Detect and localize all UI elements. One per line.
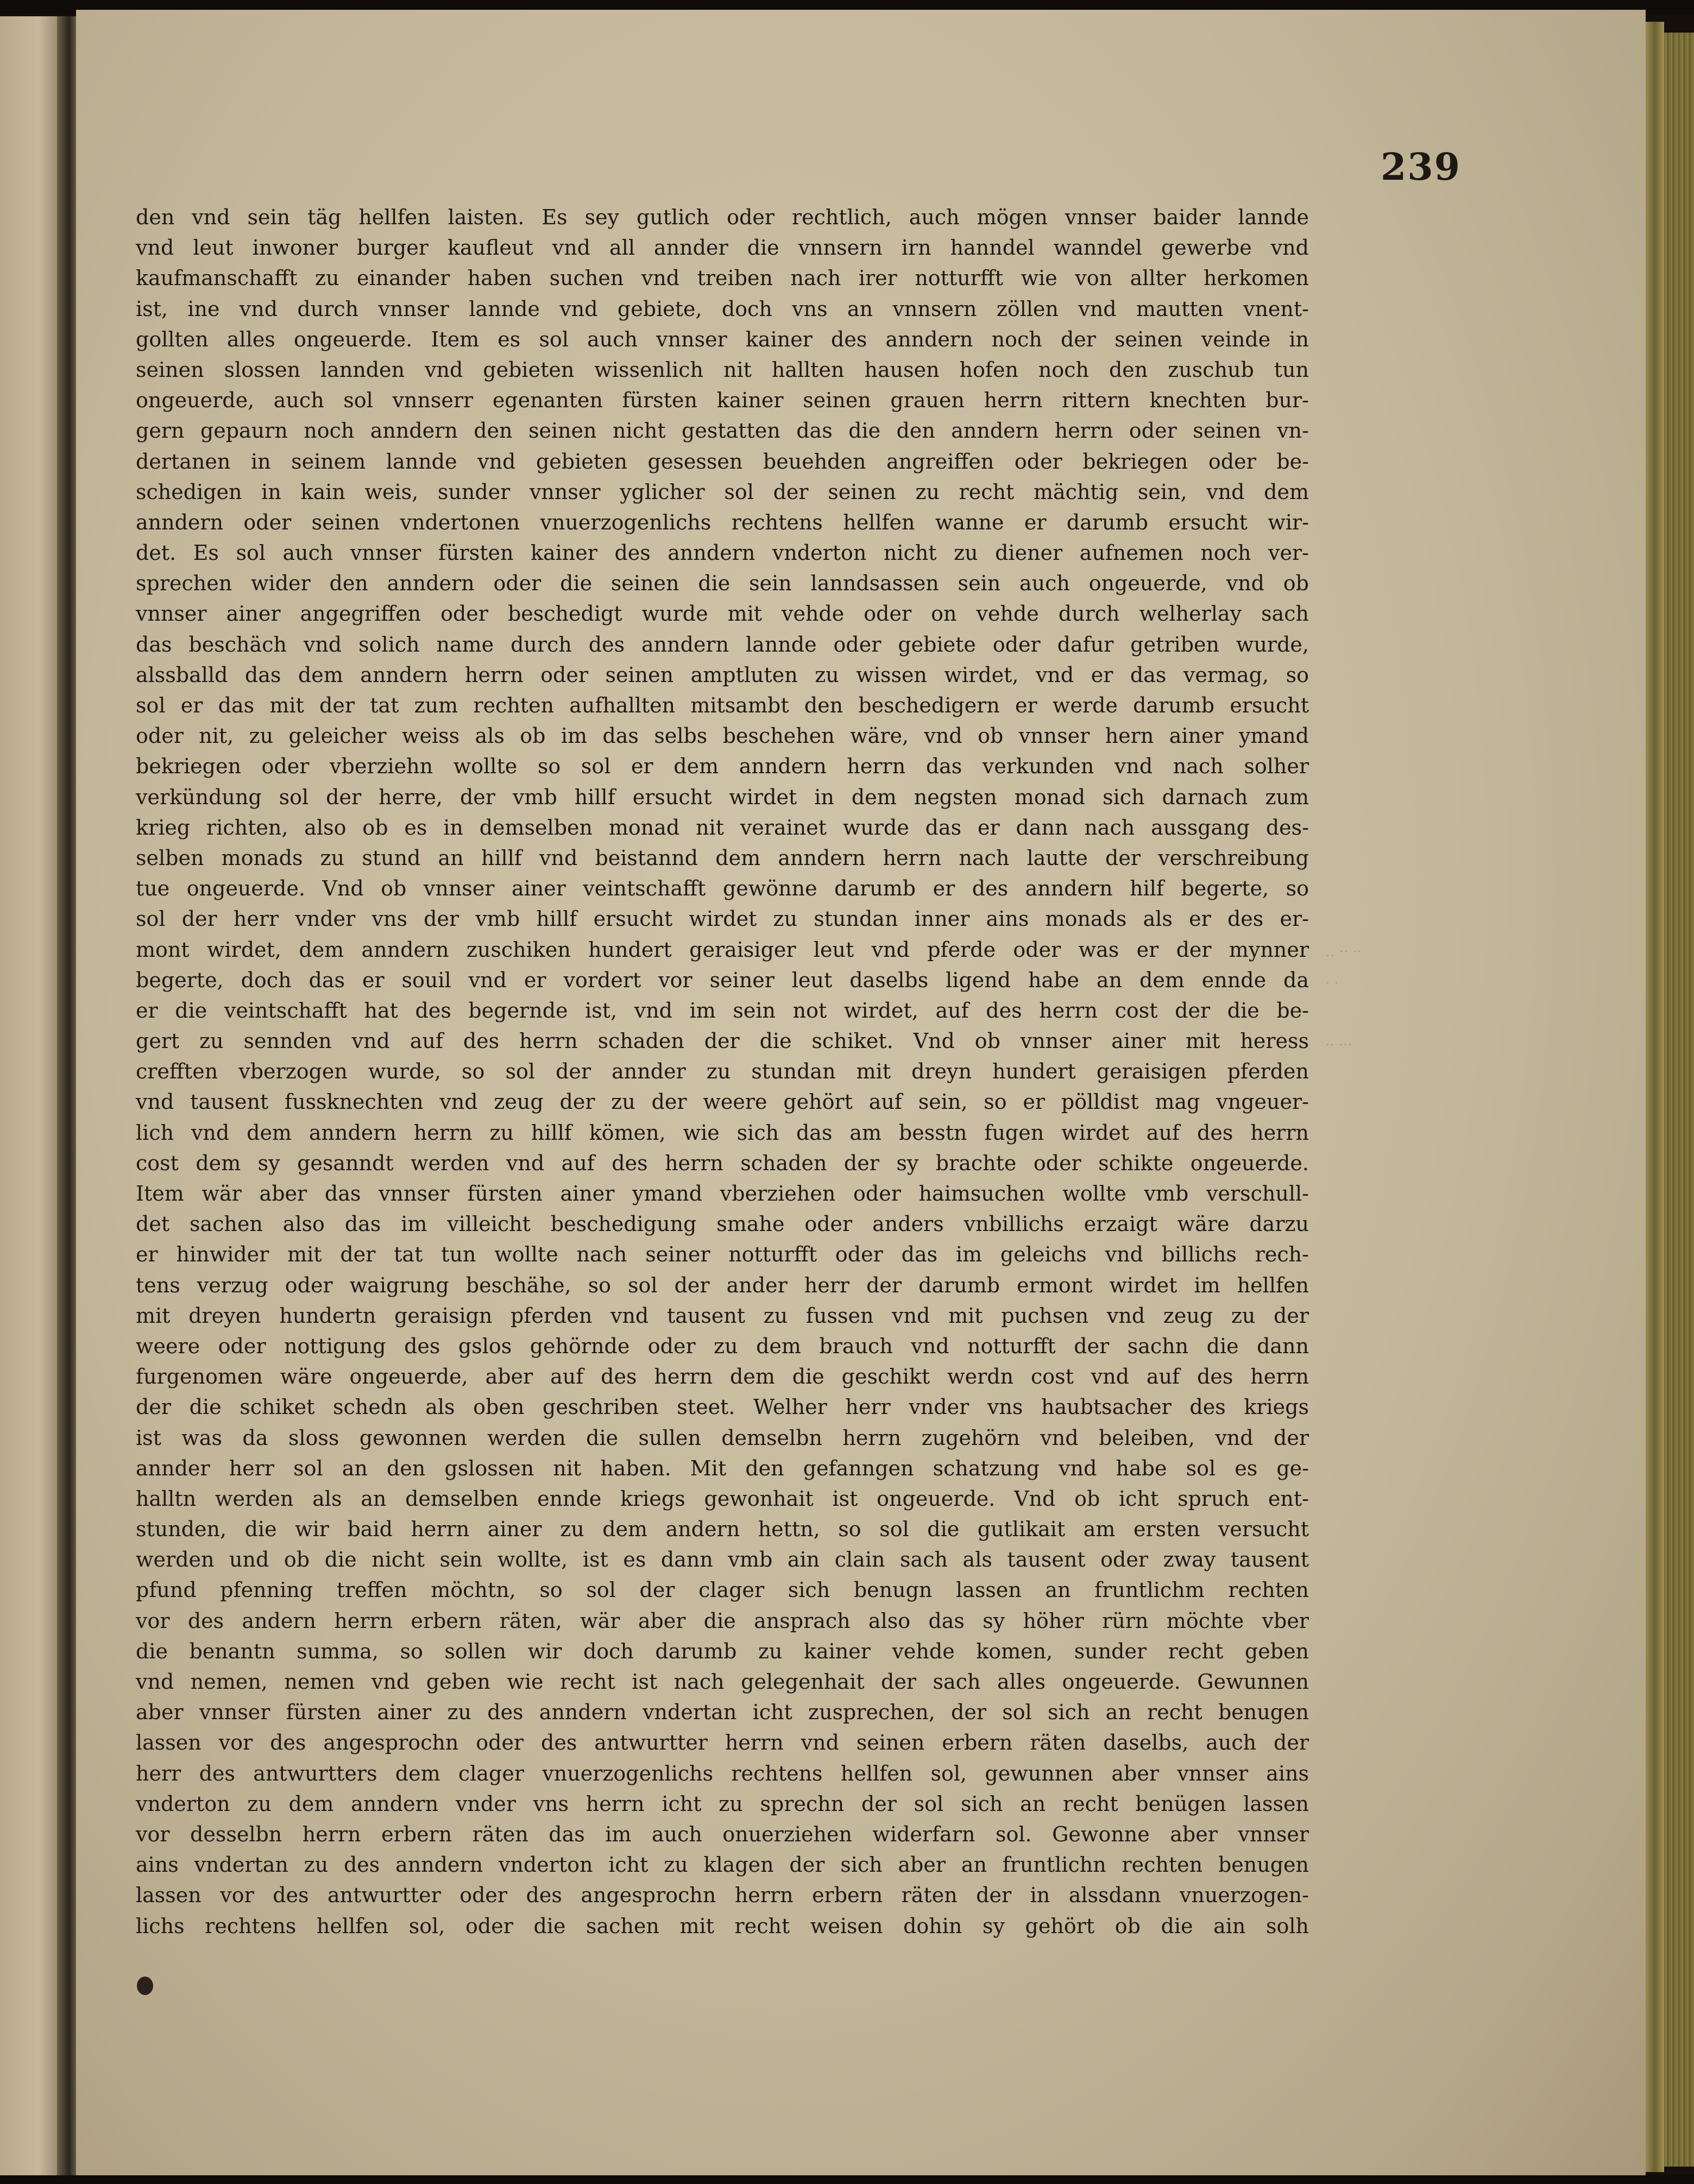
text-line: ongeuerde, auch sol vnnserr egenanten fürsten kainer seinen grauen herrn rittern knechten bur- — [136, 388, 1309, 413]
text-line: ains vndertan zu des anndern vnderton icht zu klagen der sich aber an fruntlichn rechten benugen — [136, 1853, 1309, 1877]
body-text — [136, 202, 1309, 1941]
text-line: vnnser ainer angegriffen oder beschedigt wurde mit vehde oder on vehde durch welherlay sach — [136, 602, 1309, 626]
text-line: seinen slossen lannden vnd gebieten wissenlich nit hallten hausen hofen noch den zuschub tun — [136, 357, 1309, 382]
text-line: Item wär aber das vnnser fürsten ainer ymand vberziehen oder haimsuchen wollte vmb verschull- — [136, 1182, 1309, 1205]
gilt-fore-edge — [1664, 33, 1694, 2167]
previous-page-edge — [0, 16, 64, 2177]
text-line: gollten alles ongeuerde. Item es sol auch vnnser kainer des anndern noch der seinen veinde in — [136, 327, 1309, 351]
book-gutter — [57, 16, 79, 2177]
text-line: pfund pfenning treffen möchtn, so sol der clager sich benugn lassen an fruntlichm rechten — [136, 1578, 1309, 1602]
text-line: lich vnd dem anndern herrn zu hillf kömen, wie sich das am besstn fugen wirdet auf des herrn — [136, 1120, 1309, 1145]
text-line: vnd nemen, nemen vnd geben wie recht ist nach gelegenhait der sach alles ongeuerde. Gewunnen — [136, 1670, 1309, 1694]
scan-bottom-border — [0, 2175, 1694, 2184]
text-line: herr des antwurtters dem clager vnuerzogenlichs rechtens hellfen sol, gewunnen aber vnnser ains — [136, 1761, 1309, 1785]
text-line: kaufmanschafft zu einander haben suchen vnd treiben nach irer notturfft wie von allter herkomen — [136, 266, 1309, 291]
text-line: vnd leut inwoner burger kaufleut vnd all annder die vnnsern irn hanndel wanndel gewerbe vnd — [136, 236, 1309, 260]
page-stack-edge — [1646, 22, 1664, 2172]
text-line: sol er das mit der tat zum rechten aufhallten mitsambt den beschedigern er werde darumb ersucht — [136, 693, 1309, 717]
text-line: det. Es sol auch vnnser fürsten kainer des anndern vnderton nicht zu diener aufnemen noch ver- — [136, 541, 1309, 565]
text-line: mont wirdet, dem anndern zuschiken hundert geraisiger leut vnd pferde oder was er der mynner — [136, 937, 1309, 962]
text-line: ist was da sloss gewonnen werden die sullen demselbn herrn zugehörn vnd beleiben, vnd der — [136, 1425, 1309, 1450]
text-line: vor desselbn herrn erbern räten das im auch onuerziehen widerfarn sol. Gewonne aber vnnser — [136, 1822, 1309, 1846]
ink-stain — [137, 1977, 153, 1995]
text-line: weere oder nottigung des gslos gehörnde oder zu dem brauch vnd notturfft der sachn die dann — [136, 1334, 1309, 1358]
text-line: lichs rechtens hellfen sol, oder die sachen mit recht weisen dohin sy gehört ob die ain solh — [136, 1914, 1309, 1938]
text-line: gern gepaurn noch anndern den seinen nicht gestatten das die den anndern herrn oder seinen vn- — [136, 419, 1309, 443]
text-line: anndern oder seinen vndertonen vnuerzogenlichs rechtens hellfen wanne er darumb ersucht wir- — [136, 510, 1309, 534]
text-line: krieg richten, also ob es in demselben monad nit verainet wurde das er dann nach aussgang des- — [136, 815, 1309, 839]
text-line: tens verzug oder waigrung beschähe, so sol der ander herr der darumb ermont wirdet im hellfen — [136, 1273, 1309, 1297]
text-line: selben monads zu stund an hillf vnd beistannd dem anndern herrn nach lautte der verschreibung — [136, 845, 1309, 870]
text-line: tue ongeuerde. Vnd ob vnnser ainer veintschafft gewönne darumb er des anndern hilf begerte, so — [136, 876, 1309, 901]
text-line: mit dreyen hundertn geraisign pferden vnd tausent zu fussen vnd mit puchsen vnd zeug zu der — [136, 1303, 1309, 1328]
text-line: verkündung sol der herre, der vmb hillf ersucht wirdet in dem negsten monad sich darnach zum — [136, 785, 1309, 809]
text-line: begerte, doch das er souil vnd er vordert vor seiner leut daselbs ligend habe an dem ennde da — [136, 968, 1309, 992]
text-line: er die veintschafft hat des begernde ist, vnd im sein not wirdet, auf des herrn cost der die be- — [136, 998, 1309, 1022]
text-line: gert zu sennden vnd auf des herrn schaden der die schiket. Vnd ob vnnser ainer mit heress — [136, 1029, 1309, 1053]
bleed-through-mark: · · — [1325, 975, 1339, 992]
text-line: der die schiket schedn als oben geschriben steet. Welher herr vnder vns haubtsacher des kriegs — [136, 1395, 1309, 1419]
text-line: das beschäch vnd solich name durch des anndern lannde oder gebiete oder dafur getriben wurde, — [136, 632, 1309, 657]
text-line: aber vnnser fürsten ainer zu des anndern vndertan icht zusprechen, der sol sich an recht benugen — [136, 1700, 1309, 1725]
text-line: lassen vor des angesprochn oder des antwurtter herrn vnd seinen erbern räten daselbs, auch der — [136, 1731, 1309, 1755]
text-line: vnderton zu dem anndern vnder vns herrn icht zu sprechn der sol sich an recht benügen lassen — [136, 1791, 1309, 1816]
page-number: 239 — [1381, 146, 1461, 189]
text-line: ist, ine vnd durch vnnser lannde vnd gebiete, doch vns an vnnsern zöllen vnd mautten vnent- — [136, 296, 1309, 321]
text-line: dertanen in seinem lannde vnd gebieten gesessen beuehden angreiffen oder bekriegen oder be- — [136, 449, 1309, 474]
text-line: crefften vberzogen wurde, so sol der annder zu stundan mit dreyn hundert geraisigen pferden — [136, 1059, 1309, 1084]
text-line: vor des andern herrn erbern räten, wär aber die ansprach also das sy höher rürn möchte vber — [136, 1608, 1309, 1633]
text-line: sprechen wider den anndern oder die seinen die sein lanndsassen sein auch ongeuerde, vnd ob — [136, 571, 1309, 596]
text-line: annder herr sol an den gslossen nit haben. Mit den gefanngen schatzung vnd habe sol es ge- — [136, 1456, 1309, 1480]
text-line: er hinwider mit der tat tun wollte nach seiner notturfft oder das im geleichs vnd billichs rech- — [136, 1242, 1309, 1267]
bleed-through-mark: ‥ ·· ·· — [1325, 944, 1362, 960]
text-line: bekriegen oder vberziehn wollte so sol er dem anndern herrn das verkunden vnd nach solher — [136, 754, 1309, 779]
text-line: lassen vor des antwurtter oder des angesprochn herrn erbern räten der in alssdann vnuerzogen- — [136, 1883, 1309, 1908]
text-line: die benantn summa, so sollen wir doch darumb zu kainer vehde komen, sunder recht geben — [136, 1639, 1309, 1663]
text-line: stunden, die wir baid herrn ainer zu dem andern hettn, so sol die gutlikait am ersten versucht — [136, 1517, 1309, 1542]
text-line: werden und ob die nicht sein wollte, ist es dann vmb ain clain sach als tausent oder zway tausent — [136, 1548, 1309, 1572]
text-line: cost dem sy gesanndt werden vnd auf des herrn schaden der sy brachte oder schikte ongeuerde. — [136, 1151, 1309, 1175]
text-line: furgenomen wäre ongeuerde, aber auf des herrn dem die geschikt werdn cost vnd auf des herrn — [136, 1365, 1309, 1389]
text-line: sol der herr vnder vns der vmb hillf ersucht wirdet zu stundan inner ains monads als er des er- — [136, 907, 1309, 931]
text-line: det sachen also das im villeicht beschedigung smahe oder anders vnbillichs erzaigt wäre darzu — [136, 1212, 1309, 1236]
text-line: schedigen in kain weis, sunder vnnser yglicher sol der seinen zu recht mächtig sein, vnd dem — [136, 479, 1309, 504]
text-line: den vnd sein täg hellfen laisten. Es sey gutlich oder rechtlich, auch mögen vnnser baider lannde — [136, 205, 1309, 229]
text-line: alssballd das dem anndern herrn oder seinen amptluten zu wissen wirdet, vnd er das vermag, so — [136, 662, 1309, 687]
text-line: oder nit, zu geleicher weiss als ob im das selbs beschehen wäre, vnd ob vnnser hern ainer ymand — [136, 724, 1309, 748]
text-line: halltn werden als an demselben ennde kriegs gewonhait ist ongeuerde. Vnd ob icht spruch ent- — [136, 1486, 1309, 1511]
text-line: vnd tausent fussknechten vnd zeug der zu der weere gehört auf sein, so er pölldist mag vngeuer- — [136, 1090, 1309, 1114]
bleed-through-mark: ·· ··· — [1325, 1037, 1352, 1053]
